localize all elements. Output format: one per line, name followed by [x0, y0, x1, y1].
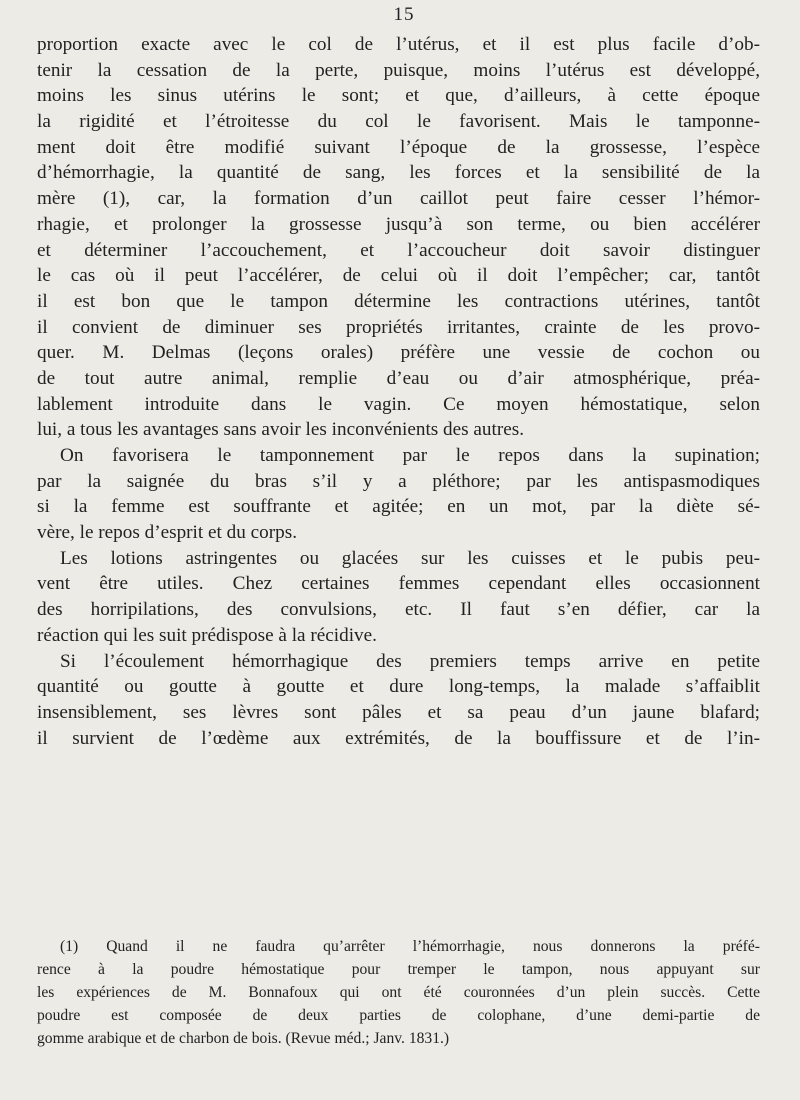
text-line: la rigidité et l’étroitesse du col le favorisent. Mais le tamponne-	[37, 111, 760, 133]
text-line: rhagie, et prolonger la grossesse jusqu’à son terme, ou bien accélérer	[37, 213, 760, 235]
body-text	[37, 32, 760, 751]
footnote-line: gomme arabique et de charbon de bois. (Revue méd.; Janv. 1831.)	[37, 1030, 450, 1047]
text-line: Si l’écoulement hémorrhagique des premiers temps arrive en petite	[60, 650, 760, 672]
text-line: vent être utiles. Chez certaines femmes cependant elles occasionnent	[37, 573, 760, 595]
text-line: moins les sinus utérins le sont; et que, d’ailleurs, à cette époque	[37, 85, 760, 107]
text-line: ment doit être modifié suivant l’époque de la grossesse, l’espèce	[37, 136, 760, 158]
text-line: insensiblement, ses lèvres sont pâles et sa peau d’un jaune blafard;	[37, 701, 760, 723]
footnote-line: rence à la poudre hémostatique pour tremper le tampon, nous appuyant sur	[37, 961, 760, 978]
text-line: réaction qui les suit prédispose à la récidive.	[37, 624, 377, 646]
text-line: quantité ou goutte à goutte et dure long-temps, la malade s’affaiblit	[37, 676, 760, 698]
text-line: de tout autre animal, remplie d’eau ou d’air atmosphérique, préa-	[37, 367, 760, 389]
text-line: Les lotions astringentes ou glacées sur les cuisses et le pubis peu-	[60, 547, 760, 569]
text-line: vère, le repos d’esprit et du corps.	[37, 522, 298, 544]
footnote-line: poudre est composée de deux parties de colophane, d’une demi-partie de	[37, 1007, 760, 1024]
text-line: quer. M. Delmas (leçons orales) préfère une vessie de cochon ou	[37, 342, 760, 364]
footnote-line: (1) Quand il ne faudra qu’arrêter l’hémorrhagie, nous donnerons la préfé-	[60, 938, 760, 955]
text-line: si la femme est souffrante et agitée; en un mot, par la diète sé-	[37, 496, 760, 518]
text-line: lablement introduite dans le vagin. Ce moyen hémostatique, selon	[37, 393, 760, 415]
text-line: d’hémorrhagie, la quantité de sang, les forces et la sensibilité de la	[37, 162, 760, 184]
text-line: et déterminer l’accouchement, et l’accoucheur doit savoir distinguer	[37, 239, 760, 261]
text-line: par la saignée du bras s’il y a pléthore; par les antispasmodiques	[37, 470, 760, 492]
text-line: mère (1), car, la formation d’un caillot peut faire cesser l’hémor-	[37, 188, 760, 210]
text-line: il convient de diminuer ses propriétés irritantes, crainte de les provo-	[37, 316, 760, 338]
text-line: il est bon que le tampon détermine les contractions utérines, tantôt	[37, 290, 760, 312]
footnote	[37, 935, 760, 1050]
footnote-line: les expériences de M. Bonnafoux qui ont été couronnées d’un plein succès. Cette	[37, 984, 760, 1001]
text-line: proportion exacte avec le col de l’utérus, et il est plus facile d’ob-	[37, 34, 760, 55]
page-number: 15	[393, 4, 415, 25]
text-line: il survient de l’œdème aux extrémités, de la bouffissure et de l’in-	[37, 727, 760, 749]
text-line: tenir la cessation de la perte, puisque, moins l’utérus est développé,	[37, 59, 760, 81]
text-line: le cas où il peut l’accélérer, de celui où il doit l’empêcher; car, tantôt	[37, 265, 760, 287]
text-line: des horripilations, des convulsions, etc. Il faut s’en défier, car la	[37, 599, 760, 621]
text-line: lui, a tous les avantages sans avoir les inconvénients des autres.	[37, 419, 525, 441]
text-line: On favorisera le tamponnement par le repos dans la supination;	[60, 445, 760, 466]
